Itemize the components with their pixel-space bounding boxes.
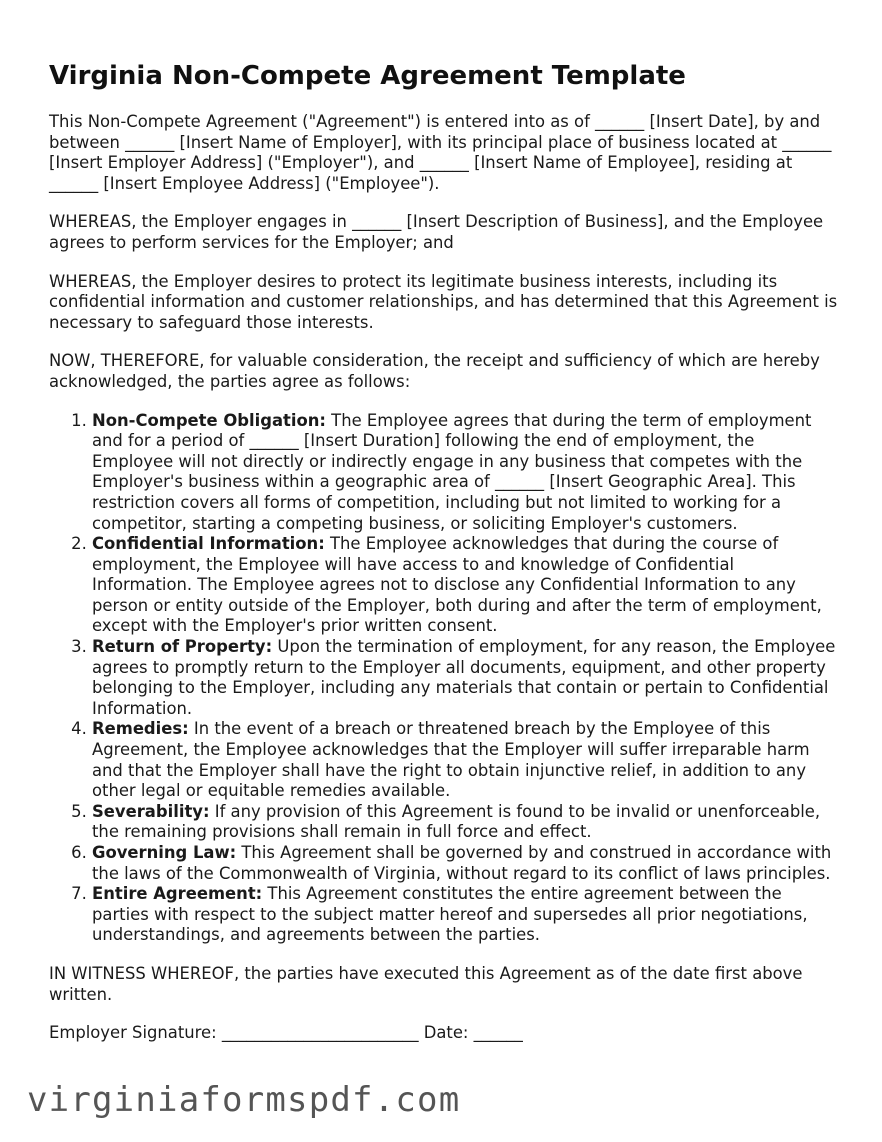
clause-item-remedies [92,719,839,801]
now-therefore-paragraph: NOW, THEREFORE, for valuable consideration, the receipt and sufficiency of which are hereby acknowledged, the parties agree as follows: [49,351,820,391]
document-page [49,58,839,1044]
whereas-paragraph-2: WHEREAS, the Employer desires to protect its legitimate business interests, including its confidential information and customer relationships, and has determined that this Agreement is necessary to safeguard those interests. [49,271,838,332]
clause-text: This Agreement shall be governed by and construed in accordance with the laws of the Commonwealth of Virginia, without regard to its conflict of laws principles. [92,843,832,883]
clause-text: The Employee agrees that during the term of employment and for a period of ______ [Insert Duration] following the end of employment, the Employee will not directly or indirectly engage in any business that competes with the Employer's business within a geographic area of ______ [Insert Geographic Area]. This restriction covers all forms of competition, including but not limited to working for a competitor, starting a competing business, or soliciting Employer's customers. [92,410,812,533]
clause-item-governing-law [92,843,839,884]
clause-heading: Severability: [92,801,210,821]
document-title: Virginia Non-Compete Agreement Template [49,61,686,91]
clause-heading: Remedies: [92,719,189,739]
clause-item-entire-agreement [92,884,839,946]
clause-text: This Agreement constitutes the entire agreement between the parties with respect to the subject matter hereof and supersedes all prior negotiations, understandings, and agreements between the parties. [92,884,808,945]
clause-heading: Non-Compete Obligation: [92,410,326,430]
whereas-paragraph-1: WHEREAS, the Employer engages in ______ [Insert Description of Business], and the Employee agrees to perform services for the Employer; and [49,212,824,252]
clause-heading: Entire Agreement: [92,884,263,904]
witness-paragraph: IN WITNESS WHEREOF, the parties have executed this Agreement as of the date first above written. [49,963,803,1004]
watermark: virginiaformspdf.com [27,1080,461,1120]
clause-text: The Employee acknowledges that during the course of employment, the Employee will have access to and knowledge of Confidential Information. The Employee agrees not to disclose any Confidential Information to any person or entity outside of the Employer, both during and after the term of employment, except with the Employer's prior written consent. [92,534,822,636]
intro-paragraph: This Non-Compete Agreement ("Agreement") is entered into as of ______ [Insert Date], by and between ______ [Insert Name of Employer], with its principal place of business located at ______ [Insert Employer Address] ("Employer"), and ______ [Insert Name of Employee], residing at ______ [Insert Employee Address] ("Employee"). [49,112,832,193]
clause-item-return-property [92,637,839,719]
clause-item-severability [92,802,839,843]
clause-text: If any provision of this Agreement is found to be invalid or unenforceable, the remaining provisions shall remain in full force and effect. [92,801,821,842]
clause-heading: Return of Property: [92,637,273,657]
clause-heading: Confidential Information: [92,534,325,554]
clause-item-confidential [92,534,839,637]
clause-heading: Governing Law: [92,843,237,862]
clause-text: Upon the termination of employment, for any reason, the Employee agrees to promptly return to the Employer all documents, equipment, and other property belonging to the Employer, including any materials that contain or pertain to Confidential Information. [92,637,836,718]
clause-text: In the event of a breach or threatened breach by the Employee of this Agreement, the Employee acknowledges that the Employer will suffer irreparable harm and that the Employer shall have the right to obtain injunctive relief, in addition to any other legal or equitable remedies available. [92,719,810,801]
clause-list [49,411,839,946]
employer-signature-line: Employer Signature: ________________________ Date: ______ [49,1023,523,1043]
clause-item-non-compete [92,411,839,535]
